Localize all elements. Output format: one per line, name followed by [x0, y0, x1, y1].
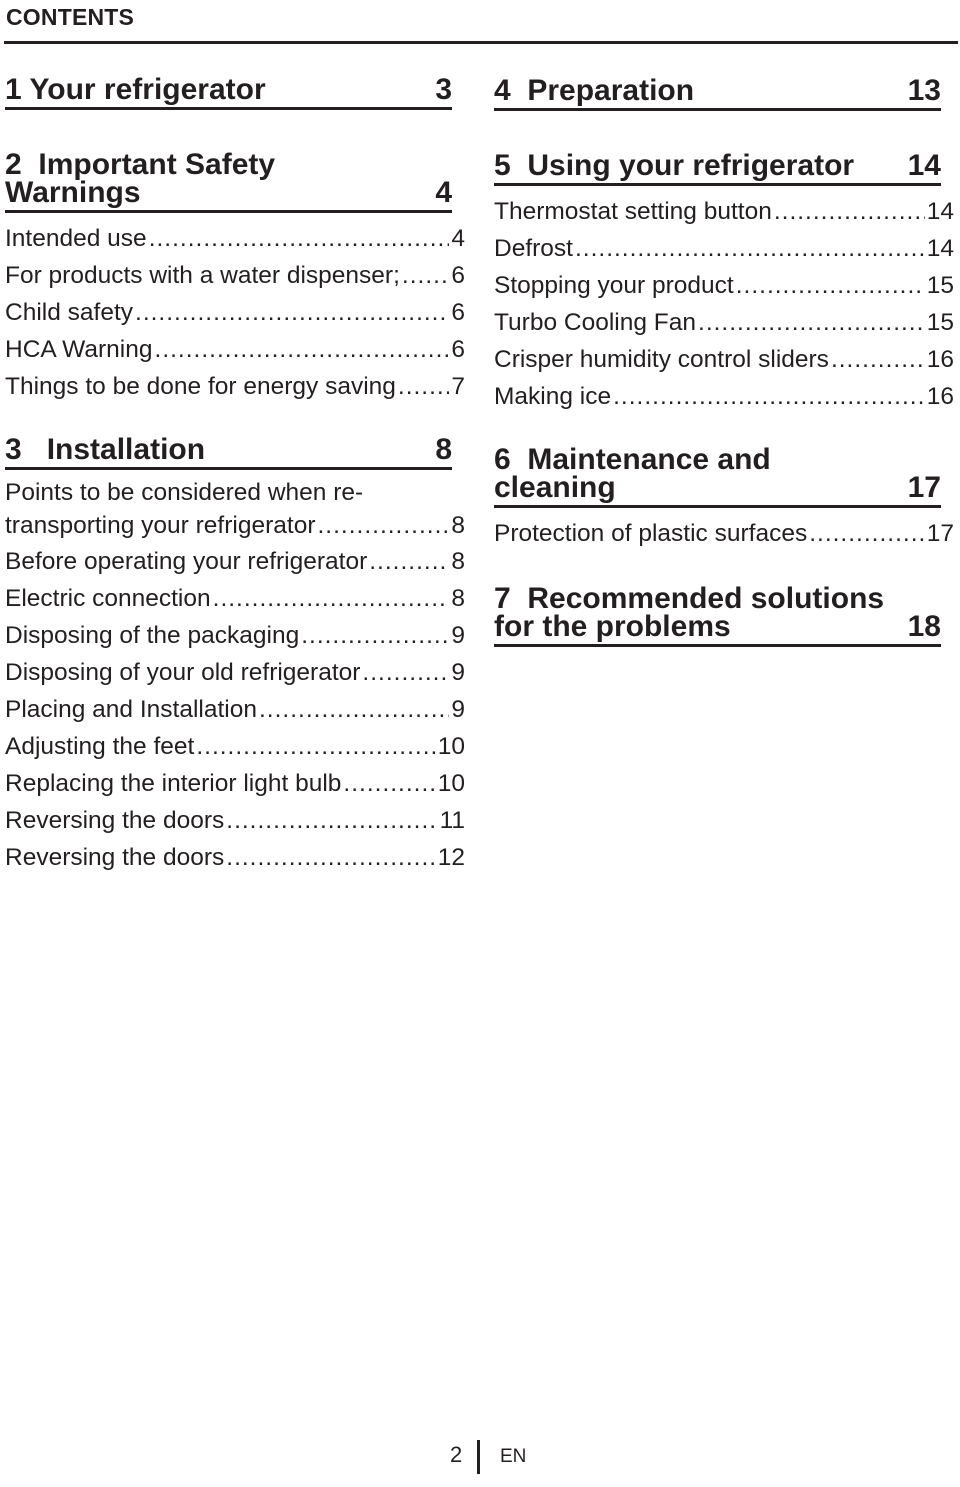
toc-entry[interactable] [5, 294, 465, 331]
section-number: 1 [5, 73, 22, 106]
section-title: Using your refrigerator [527, 149, 855, 182]
entry-title: Reversing the doors [5, 807, 225, 834]
entry-page: 10 [437, 733, 465, 760]
dot-leader [575, 230, 925, 267]
entry-page: 6 [451, 262, 465, 289]
entry-title: Replacing the interior light bulb [5, 770, 342, 797]
section-number: 7 [494, 582, 511, 615]
section-number: 3 [5, 433, 22, 466]
section-heading[interactable] [5, 433, 452, 470]
section-title: Preparation [527, 74, 695, 107]
toc-section-4[interactable] [494, 74, 941, 111]
section-number: 4 [494, 74, 511, 107]
dot-leader [317, 509, 449, 543]
section-page: 18 [907, 610, 941, 643]
page-footer [0, 1438, 960, 1478]
dot-leader [736, 267, 925, 304]
page-number: 2 [450, 1442, 463, 1467]
entry-title: Making ice [494, 383, 612, 410]
entry-title: HCA Warning [5, 336, 153, 363]
entry-title: Thermostat setting button [494, 198, 772, 225]
dot-leader [613, 378, 925, 415]
entry-page: 6 [451, 336, 465, 363]
toc-entry[interactable] [494, 378, 954, 415]
dot-leader [698, 304, 925, 341]
dot-leader [398, 368, 449, 405]
dot-leader [226, 839, 435, 876]
entry-title: Child safety [5, 299, 134, 326]
entry-page: 14 [926, 235, 954, 262]
dot-leader [343, 765, 435, 802]
dot-leader [196, 728, 435, 765]
dot-leader [809, 515, 925, 552]
entry-title: Turbo Cooling Fan [494, 309, 697, 336]
toc-entry[interactable] [5, 839, 465, 876]
toc-entry[interactable] [5, 257, 465, 294]
section-title: Recommended solutions for the problems [494, 582, 885, 643]
section-page: 17 [907, 471, 941, 504]
entry-page: 8 [451, 512, 465, 539]
entry-page: 8 [451, 585, 465, 612]
entry-title: Crisper humidity control sliders [494, 346, 829, 373]
toc-entry[interactable] [494, 267, 954, 304]
section-page: 13 [907, 74, 941, 107]
toc-entry[interactable] [5, 802, 465, 839]
toc-entry[interactable] [5, 728, 465, 765]
toc-entry[interactable] [5, 331, 465, 368]
entry-page: 15 [926, 309, 954, 336]
toc-section-1[interactable] [5, 73, 452, 110]
toc-entry[interactable] [494, 230, 954, 267]
section-heading[interactable] [5, 148, 452, 213]
section-title: Maintenance and cleaning [494, 443, 771, 504]
entry-page: 17 [926, 520, 954, 547]
entry-page: 11 [439, 807, 465, 834]
toc-entry[interactable] [494, 515, 954, 552]
entry-page: 9 [451, 696, 465, 723]
entry-title: transporting your refrigerator [5, 512, 316, 539]
entry-page: 14 [926, 198, 954, 225]
dot-leader [135, 294, 449, 331]
dot-leader [402, 257, 449, 294]
section-heading[interactable] [5, 73, 452, 110]
entry-page: 10 [437, 770, 465, 797]
section-heading[interactable] [494, 443, 941, 508]
entry-page: 15 [926, 272, 954, 299]
entry-page: 4 [451, 225, 465, 252]
entry-page: 16 [926, 346, 954, 373]
toc-entry[interactable] [5, 580, 465, 617]
entry-title-line1: Points to be considered when re- [5, 479, 364, 506]
contents-heading: CONTENTS [6, 4, 135, 30]
entry-page: 7 [451, 373, 465, 400]
entry-page: 9 [451, 622, 465, 649]
section-title: Your refrigerator [29, 73, 266, 106]
entry-title: For products with a water dispenser; [5, 262, 400, 289]
top-divider [4, 41, 958, 44]
entry-page: 12 [437, 844, 465, 871]
section-page: 4 [435, 176, 452, 209]
entry-page: 8 [451, 548, 465, 575]
entry-title: Electric connection [5, 585, 211, 612]
toc-entry[interactable] [5, 220, 465, 257]
entry-title: Adjusting the feet [5, 733, 195, 760]
section-heading[interactable] [494, 582, 941, 647]
entry-page: 9 [451, 659, 465, 686]
section-heading[interactable] [494, 149, 941, 186]
entry-title: Protection of plastic surfaces [494, 520, 808, 547]
entry-title: Stopping your product [494, 272, 734, 299]
entry-title: Disposing of your old refrigerator [5, 659, 361, 686]
dot-leader [259, 691, 449, 728]
entry-title: Things to be done for energy saving [5, 373, 396, 400]
toc-section-3[interactable] [5, 433, 465, 876]
toc-entry[interactable] [5, 543, 465, 580]
toc-section-5[interactable] [494, 149, 954, 415]
entry-page: 6 [451, 299, 465, 326]
entry-title: Intended use [5, 225, 147, 252]
section-page: 14 [907, 149, 941, 182]
toc-section-2[interactable] [5, 148, 465, 405]
toc-entry[interactable] [5, 617, 465, 654]
toc-entry[interactable] [494, 341, 954, 378]
section-number: 5 [494, 149, 511, 182]
entry-title: Disposing of the packaging [5, 622, 300, 649]
dot-leader [301, 617, 449, 654]
entry-title: Before operating your refrigerator [5, 548, 368, 575]
toc-section-6[interactable] [494, 443, 954, 552]
dot-leader [226, 802, 437, 839]
toc-entry[interactable] [5, 691, 465, 728]
language-code: EN [500, 1446, 527, 1467]
toc-section-7[interactable] [494, 582, 941, 647]
toc-entry[interactable] [5, 368, 465, 405]
dot-leader [831, 341, 925, 378]
section-title: Important Safety Warnings [5, 148, 276, 209]
section-number: 6 [494, 443, 511, 476]
toc-entry[interactable] [494, 193, 954, 230]
entry-title: Defrost [494, 235, 573, 262]
section-heading[interactable] [494, 74, 941, 111]
entry-title: Reversing the doors [5, 844, 225, 871]
dot-leader [369, 543, 449, 580]
section-number: 2 [5, 148, 22, 181]
toc-entry[interactable] [5, 654, 465, 691]
footer-divider [477, 1440, 480, 1474]
toc-entry[interactable] [5, 765, 465, 802]
entry-title: Placing and Installation [5, 696, 257, 723]
section-page: 3 [435, 73, 452, 106]
section-title: Installation [46, 433, 206, 466]
dot-leader [155, 331, 449, 368]
dot-leader [149, 220, 449, 257]
toc-entry[interactable] [5, 477, 465, 543]
dot-leader [213, 580, 449, 617]
section-page: 8 [435, 433, 452, 466]
dot-leader [362, 654, 449, 691]
toc-entry[interactable] [494, 304, 954, 341]
dot-leader [774, 193, 925, 230]
entry-page: 16 [926, 383, 954, 410]
